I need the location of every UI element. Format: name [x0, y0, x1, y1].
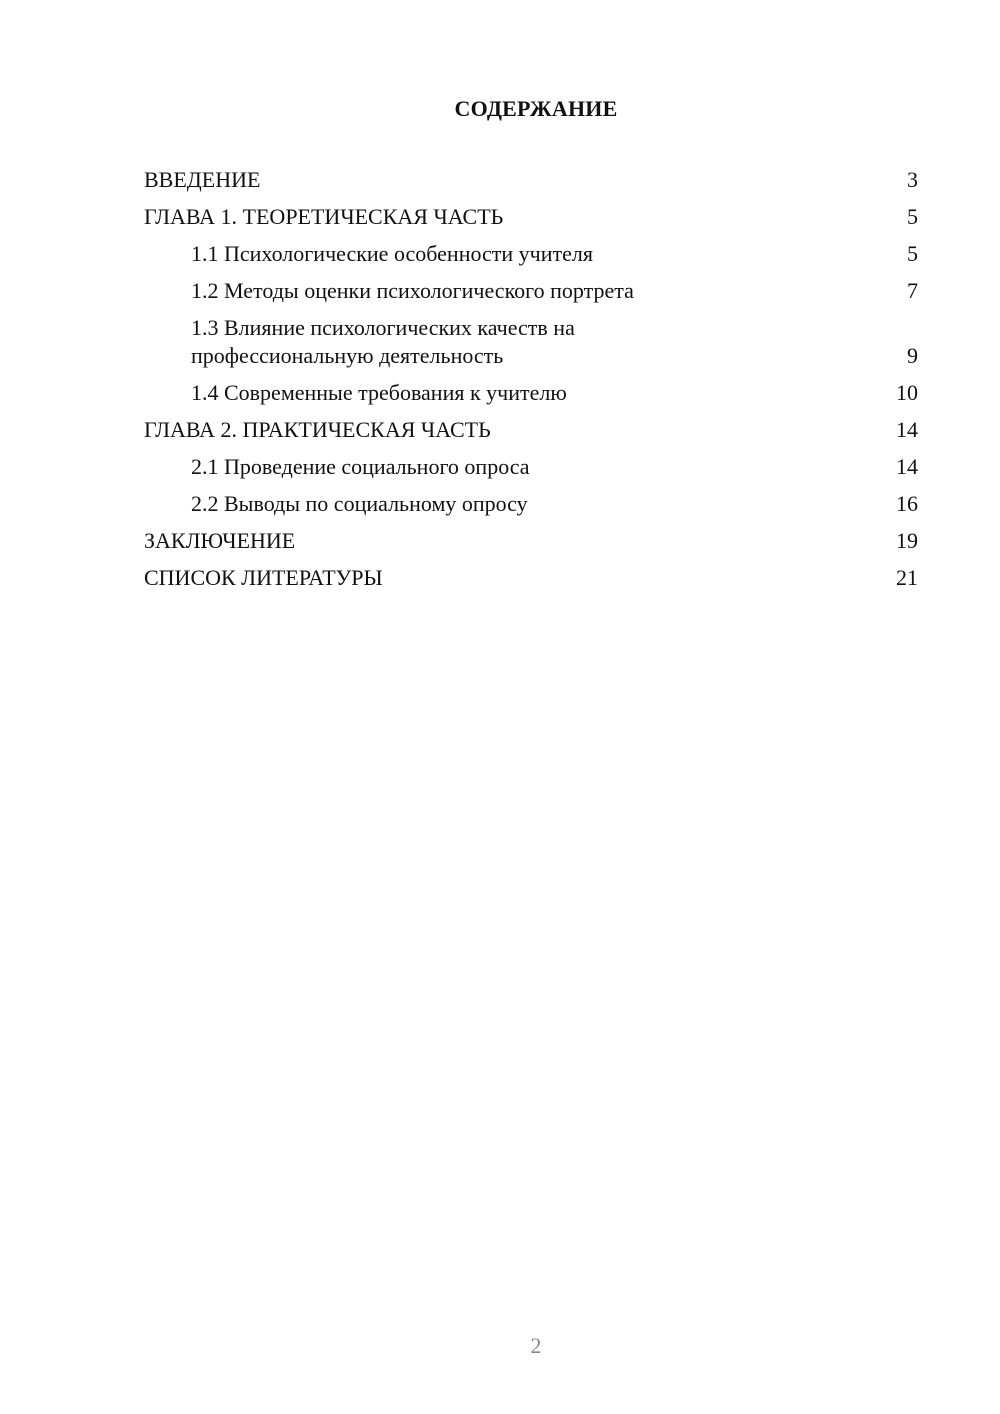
toc-entry-chapter-1[interactable] [144, 203, 918, 231]
toc-entry-section-2-1[interactable] [144, 453, 918, 481]
toc-entry-page: 5 [907, 241, 918, 266]
toc-entry-text: 1.1 Психологические особенности учителя [191, 241, 593, 266]
toc-entry-text: ЗАКЛЮЧЕНИЕ [144, 528, 296, 553]
page-number: 2 [530, 1333, 542, 1358]
toc-entry-text: СПИСОК ЛИТЕРАТУРЫ [144, 565, 383, 590]
toc-entry-page: 5 [907, 204, 918, 229]
toc-entry-page: 7 [907, 278, 918, 303]
toc-entry-section-1-3[interactable] [144, 314, 918, 370]
toc-entry-section-1-4[interactable] [144, 379, 918, 407]
toc-entry-text: ГЛАВА 1. ТЕОРЕТИЧЕСКАЯ ЧАСТЬ [144, 204, 504, 229]
toc-entry-page: 9 [907, 343, 918, 368]
toc-entry-text: 1.3 Влияние психологических качеств на профессиональную деятельность [191, 315, 575, 368]
toc-entry-section-1-2[interactable] [144, 277, 918, 305]
toc-entry-text: ГЛАВА 2. ПРАКТИЧЕСКАЯ ЧАСТЬ [144, 417, 491, 442]
toc-title: СОДЕРЖАНИЕ [454, 96, 618, 121]
toc-entry-text: ВВЕДЕНИЕ [144, 167, 261, 192]
toc-entry-conclusion[interactable] [144, 527, 918, 555]
toc-entry-page: 10 [896, 380, 918, 405]
toc-entry-text: 1.4 Современные требования к учителю [191, 380, 567, 405]
toc-entry-text: 1.2 Методы оценки психологического портрета [191, 278, 634, 303]
toc-entry-section-2-2[interactable] [144, 490, 918, 518]
table-of-contents [144, 166, 918, 601]
toc-entry-text: 2.1 Проведение социального опроса [191, 454, 530, 479]
toc-entry-bibliography[interactable] [144, 564, 918, 592]
toc-entry-introduction[interactable] [144, 166, 918, 194]
toc-entry-page: 16 [896, 491, 918, 516]
toc-entry-page: 3 [907, 167, 918, 192]
toc-entry-text: 2.2 Выводы по социальному опросу [191, 491, 528, 516]
toc-entry-page: 19 [896, 528, 918, 553]
toc-entry-chapter-2[interactable] [144, 416, 918, 444]
toc-entry-section-1-1[interactable] [144, 240, 918, 268]
toc-entry-page: 14 [896, 454, 918, 479]
toc-entry-page: 21 [896, 565, 918, 590]
toc-entry-page: 14 [896, 417, 918, 442]
